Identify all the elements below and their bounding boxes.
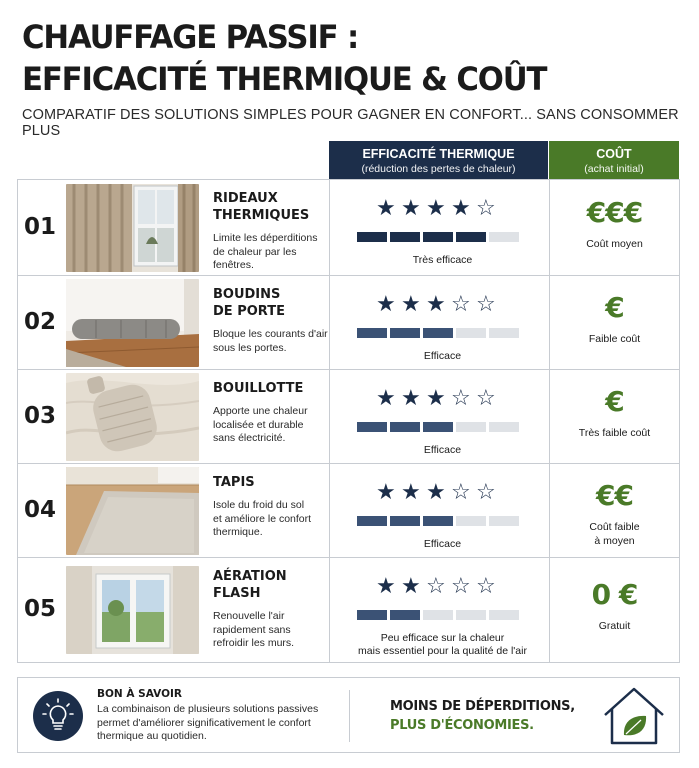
star-empty-icon: ☆ [451, 480, 474, 505]
row-number: 04 [24, 497, 57, 523]
efficiency-bar-segment [489, 516, 519, 526]
star-rating [376, 386, 516, 411]
star-filled-icon: ★ [401, 196, 424, 221]
cost-label-line: Faible coût [588, 333, 641, 345]
solution-name [213, 380, 333, 397]
description-line: sous les portes. [213, 341, 287, 354]
star-filled-icon: ★ [426, 480, 449, 505]
title-line-2: EFFICACITÉ THERMIQUE & COÛT [22, 60, 547, 98]
table-row [18, 558, 679, 662]
page-title [22, 16, 656, 100]
solution-description [213, 405, 328, 446]
efficiency-label-line: Très efficace [412, 254, 473, 266]
table-row [18, 180, 679, 276]
cost-label-line: à moyen [594, 534, 635, 547]
star-filled-icon: ★ [426, 386, 449, 411]
table-row [18, 276, 679, 370]
cost-header-title: COÛT [596, 147, 632, 161]
efficiency-bar-segment [357, 328, 387, 338]
efficiency-label [330, 254, 555, 267]
efficiency-label [330, 444, 555, 457]
cost-header-subtitle: (achat initial) [584, 163, 644, 175]
open-window-photo [66, 566, 199, 654]
page-subtitle: COMPARATIF DES SOLUTIONS SIMPLES POUR GAGNER EN CONFORT... SANS CONSOMMER PLUS [22, 107, 679, 139]
solution-description [213, 610, 328, 651]
row-number: 02 [24, 309, 57, 335]
cost-label-line: Gratuit [598, 620, 631, 632]
tip-line: La combinaison de plusieurs solutions passives [97, 703, 319, 715]
efficiency-column-header [329, 141, 548, 179]
star-filled-icon: ★ [426, 196, 449, 221]
cost-label [550, 238, 679, 252]
star-filled-icon: ★ [401, 292, 424, 317]
star-empty-icon: ☆ [476, 386, 499, 411]
efficiency-bar-segment [456, 516, 486, 526]
cost-symbol: € [605, 291, 624, 324]
description-line: fenêtres. [213, 259, 254, 271]
solution-name [213, 190, 333, 224]
cost-label-line: Coût moyen [586, 238, 643, 250]
tip-line: thermique au quotidien. [97, 730, 207, 742]
efficiency-bar [357, 232, 519, 242]
efficiency-bar [357, 328, 519, 338]
slogan-line-2: PLUS D'ÉCONOMIES. [390, 718, 534, 733]
efficiency-label-line: Efficace [423, 350, 462, 362]
solution-description [213, 499, 328, 540]
description-line: localisée et durable [213, 418, 304, 431]
door-draft-stopper-photo [66, 279, 199, 367]
star-empty-icon: ☆ [451, 292, 474, 317]
efficiency-bar-segment [390, 422, 420, 432]
cost-symbol: €€ [596, 479, 633, 512]
cost-column-header [549, 141, 679, 179]
tip-title: BON À SAVOIR [97, 688, 182, 700]
efficiency-bar-segment [423, 516, 453, 526]
efficiency-bar-segment [423, 422, 453, 432]
star-filled-icon: ★ [376, 386, 399, 411]
star-rating [376, 196, 516, 221]
efficiency-bar-segment [489, 328, 519, 338]
efficiency-bar-segment [489, 232, 519, 242]
efficiency-bar-segment [423, 328, 453, 338]
house-leaf-icon [601, 685, 667, 747]
solution-name-line: BOUDINS [213, 287, 281, 302]
row-number: 03 [24, 403, 57, 429]
efficiency-header-subtitle: (réduction des pertes de chaleur) [361, 163, 516, 175]
rug-photo [66, 467, 199, 555]
row-number: 05 [24, 596, 57, 622]
lightbulb-icon [33, 691, 83, 741]
star-filled-icon: ★ [376, 292, 399, 317]
description-line: sans électricité. [213, 432, 286, 444]
efficiency-label-line: Peu efficace sur la chaleur [380, 632, 505, 644]
star-empty-icon: ☆ [426, 574, 449, 599]
tip-box [17, 677, 680, 753]
cost-symbol: € [605, 385, 624, 418]
comparison-table [17, 179, 680, 663]
hot-water-bottle-photo [66, 373, 199, 461]
efficiency-bar [357, 610, 519, 620]
star-empty-icon: ☆ [451, 574, 474, 599]
efficiency-bar-segment [357, 516, 387, 526]
efficiency-bar [357, 516, 519, 526]
efficiency-bar [357, 422, 519, 432]
description-line: Limite les déperditions [213, 232, 318, 244]
efficiency-bar-segment [489, 610, 519, 620]
efficiency-bar-segment [357, 232, 387, 242]
slogan-line-1: MOINS DE DÉPERDITIONS, [390, 699, 575, 714]
star-filled-icon: ★ [426, 292, 449, 317]
solution-name-line: FLASH [213, 586, 261, 601]
solution-name-line: AÉRATION [213, 569, 287, 584]
efficiency-bar-segment [456, 232, 486, 242]
tip-text [97, 703, 342, 744]
star-filled-icon: ★ [376, 196, 399, 221]
efficiency-label [330, 632, 555, 658]
solution-name [213, 568, 333, 602]
description-line: Renouvelle l'air [213, 610, 285, 622]
star-filled-icon: ★ [401, 574, 424, 599]
star-empty-icon: ☆ [476, 292, 499, 317]
solution-name [213, 474, 333, 491]
efficiency-bar-segment [423, 232, 453, 242]
efficiency-bar-segment [456, 422, 486, 432]
star-filled-icon: ★ [376, 574, 399, 599]
star-rating [376, 292, 516, 317]
curtain-window-photo [66, 184, 199, 272]
efficiency-label [330, 350, 555, 363]
efficiency-header-title: EFFICACITÉ THERMIQUE [362, 147, 515, 161]
efficiency-bar-segment [423, 610, 453, 620]
star-empty-icon: ☆ [476, 574, 499, 599]
description-line: thermique. [213, 526, 263, 538]
star-empty-icon: ☆ [476, 480, 499, 505]
solution-description [213, 232, 328, 273]
efficiency-label [330, 538, 555, 551]
star-rating [376, 480, 516, 505]
solution-name-line: BOUILLOTTE [213, 381, 304, 396]
cost-label-line: Très faible coût [578, 427, 651, 439]
table-row [18, 370, 679, 464]
solution-name [213, 286, 333, 320]
cost-label [550, 620, 679, 634]
description-line: rapidement sans [213, 623, 291, 636]
solution-name-line: THERMIQUES [213, 208, 310, 223]
efficiency-bar-segment [357, 422, 387, 432]
cost-label [550, 333, 679, 347]
description-line: Bloque les courants d'air [213, 328, 328, 340]
star-empty-icon: ☆ [451, 386, 474, 411]
efficiency-bar-segment [357, 610, 387, 620]
efficiency-bar-segment [456, 328, 486, 338]
row-number: 01 [24, 214, 57, 240]
description-line: Isole du froid du sol [213, 499, 305, 511]
description-line: de chaleur par les [213, 245, 297, 258]
solution-name-line: TAPIS [213, 475, 255, 490]
efficiency-label-line: mais essentiel pour la qualité de l'air [358, 645, 527, 657]
description-line: et améliore le confort [213, 512, 312, 525]
cost-symbol: 0 € [591, 578, 638, 611]
footer-divider [349, 690, 350, 742]
star-filled-icon: ★ [451, 196, 474, 221]
efficiency-bar-segment [390, 516, 420, 526]
efficiency-label-line: Efficace [423, 444, 462, 456]
efficiency-label-line: Efficace [423, 538, 462, 550]
cost-label-line: Coût faible [589, 521, 640, 533]
efficiency-bar-segment [390, 232, 420, 242]
cost-label [550, 521, 679, 548]
title-line-1: CHAUFFAGE PASSIF : [22, 18, 359, 56]
efficiency-bar-segment [390, 610, 420, 620]
cost-label [550, 427, 679, 441]
efficiency-bar-segment [489, 422, 519, 432]
tip-line: permet d'améliorer significativement le confort [97, 716, 311, 729]
description-line: refroidir les murs. [213, 637, 295, 649]
solution-name-line: DE PORTE [213, 304, 285, 319]
solution-name-line: RIDEAUX [213, 191, 278, 206]
table-row [18, 464, 679, 558]
star-filled-icon: ★ [376, 480, 399, 505]
efficiency-bar-segment [456, 610, 486, 620]
efficiency-bar-segment [390, 328, 420, 338]
star-filled-icon: ★ [401, 480, 424, 505]
description-line: Apporte une chaleur [213, 405, 308, 417]
solution-description [213, 328, 328, 355]
star-filled-icon: ★ [401, 386, 424, 411]
cost-symbol: €€€ [586, 196, 643, 229]
star-rating [376, 574, 516, 599]
star-empty-icon: ☆ [476, 196, 499, 221]
